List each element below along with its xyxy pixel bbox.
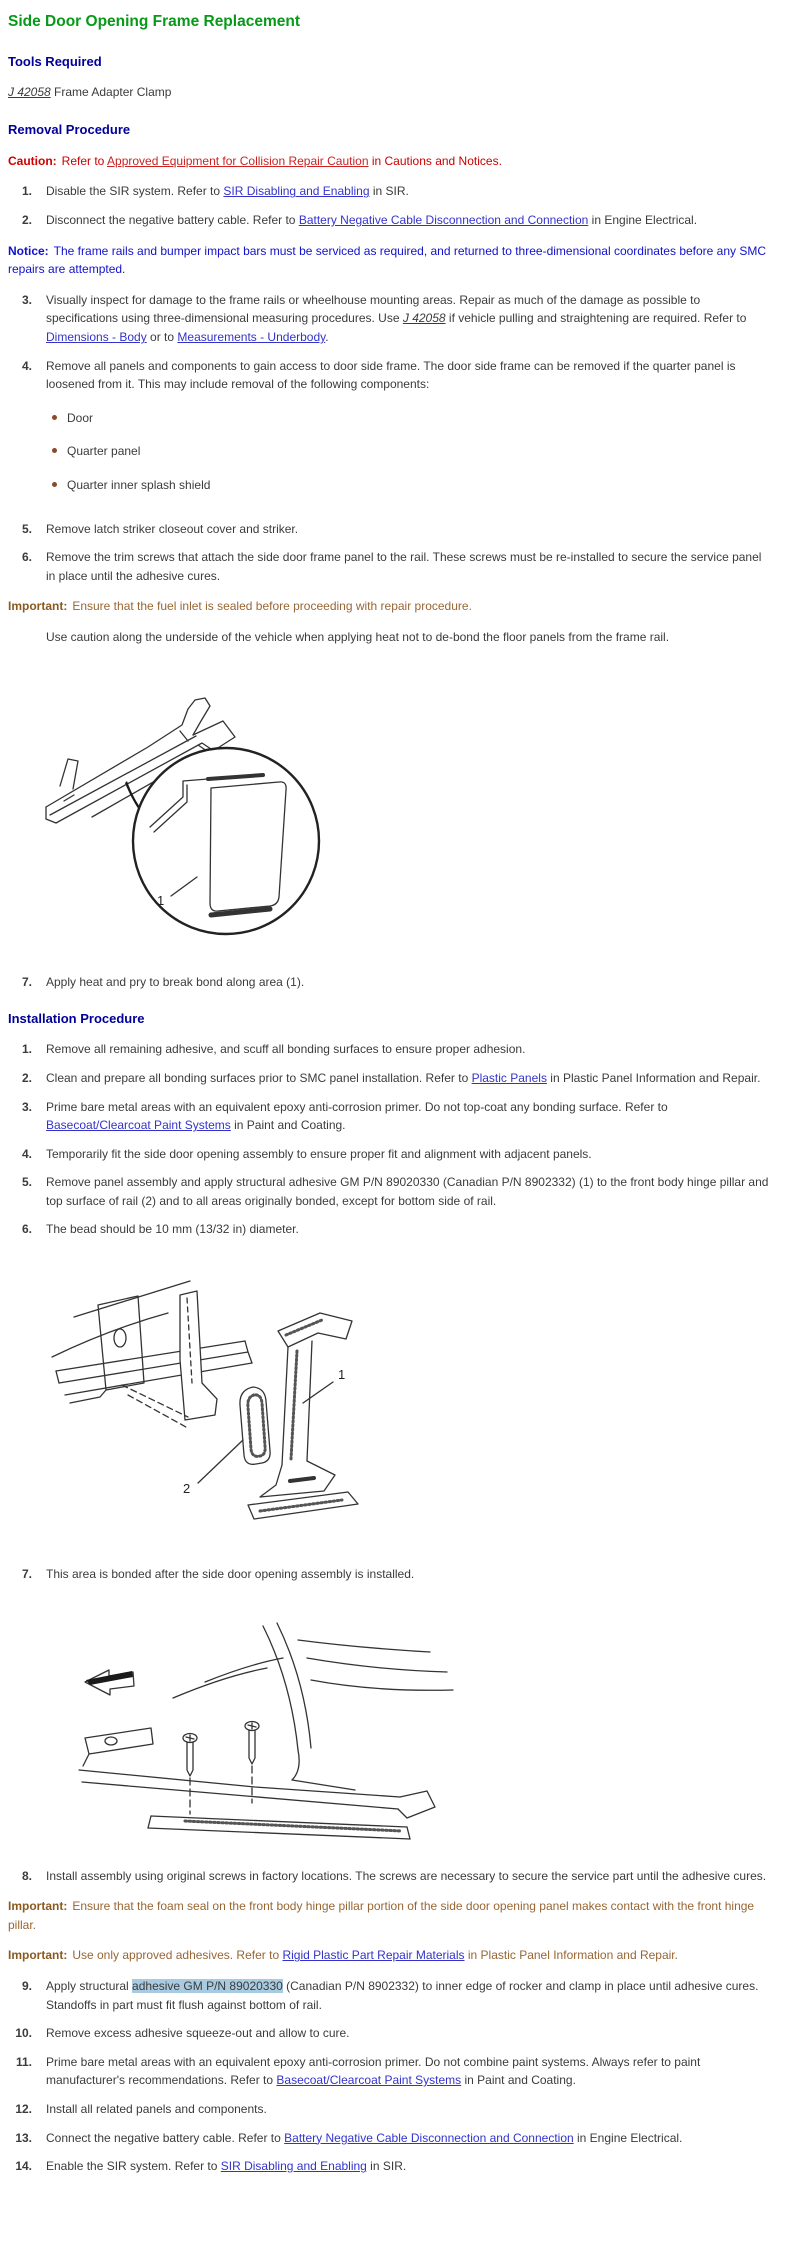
important-note-adhesives	[8, 1946, 776, 1965]
step-number: 10.	[15, 2026, 32, 2041]
step-text	[46, 1220, 776, 1239]
step-number: 6.	[21, 550, 32, 565]
step-text	[46, 1977, 776, 2014]
doc-link[interactable]: Plastic Panels	[471, 1070, 547, 1085]
text-run: Prime bare metal areas with an equivalent epoxy anti-corrosion primer. Do not top-coat any bonding surface. Refer to	[46, 1099, 668, 1114]
text-run: in Paint and Coating.	[461, 2073, 576, 2088]
procedure-step	[8, 1040, 776, 1059]
notice-text: The frame rails and bumper impact bars must be serviced as required, and returned to three-dimensional coordinates before any SMC repairs are attempted.	[8, 243, 767, 277]
procedure-step	[8, 2053, 776, 2090]
doc-link[interactable]: Rigid Plastic Part Repair Materials	[282, 1948, 465, 1963]
procedure-step	[8, 973, 776, 992]
installation-step-8	[8, 1867, 776, 1886]
component-item: Quarter panel	[67, 442, 774, 461]
text-run: Remove all remaining adhesive, and scuff all bonding surfaces to ensure proper adhesion.	[46, 1042, 526, 1057]
procedure-step	[8, 2024, 776, 2043]
text-run: (Canadian P/N 8902332) to inner edge of rocker and clamp in place until adhesive cures. Standoffs in part must fit flush against bottom of rail.	[46, 1979, 759, 2012]
caution-text-pre: Refer to	[61, 153, 108, 168]
important-label: Important:	[8, 1948, 68, 1963]
notice-label: Notice:	[8, 243, 49, 258]
step-number: 1.	[21, 184, 32, 199]
screw-icon	[245, 1721, 259, 1803]
step-text	[46, 520, 776, 539]
text-run: Disconnect the negative battery cable. Refer to	[46, 213, 299, 228]
step-number: 3.	[21, 1099, 32, 1114]
important-note-fuel	[8, 597, 776, 616]
installation-step-7	[8, 1565, 776, 1584]
step-number: 9.	[21, 1979, 32, 1994]
figure-hinge-pillar-adhesive	[40, 1265, 388, 1543]
figure-rocker-bond-detail	[30, 691, 360, 949]
step-number: 5.	[21, 1175, 32, 1190]
text-run: Remove the trim screws that attach the side door frame panel to the rail. These screws must be re-installed to secure the service panel in place until the adhesive cures.	[46, 550, 762, 583]
heat-caution-note: Use caution along the underside of the vehicle when applying heat not to de-bond the floor panels from the frame rail.	[46, 629, 670, 644]
text-run: .	[325, 330, 329, 345]
text-run: in Engine Electrical.	[573, 2130, 683, 2145]
doc-link[interactable]: Basecoat/Clearcoat Paint Systems	[46, 1118, 231, 1133]
doc-link[interactable]: Battery Negative Cable Disconnection and Connection	[298, 213, 589, 228]
important-text: Ensure that the foam seal on the front body hinge pillar portion of the side door opening panel makes contact with the front hinge pillar.	[8, 1899, 755, 1932]
procedure-step	[8, 1069, 776, 1088]
step-text	[46, 2024, 776, 2043]
step-text	[46, 2100, 776, 2119]
doc-link[interactable]: Basecoat/Clearcoat Paint Systems	[276, 2073, 462, 2088]
removal-steps-1-2	[8, 182, 776, 229]
text-run: if vehicle pulling and straightening are required. Refer to	[445, 311, 747, 326]
step-number: 1.	[21, 1042, 32, 1057]
step-text	[46, 182, 776, 201]
text-run: Disable the SIR system. Refer to	[46, 184, 224, 199]
procedure-step	[8, 182, 776, 201]
text-run: Enable the SIR system. Refer to	[46, 2159, 221, 2174]
step-number: 11.	[15, 2054, 32, 2069]
installation-steps-9-14	[8, 1977, 776, 2176]
step-number: 5.	[21, 521, 32, 536]
removal-step-7	[8, 973, 776, 992]
tool-code: J 42058	[402, 311, 446, 326]
procedure-step	[8, 2129, 776, 2148]
component-item: Door	[67, 409, 774, 428]
removal-procedure-heading: Removal Procedure	[8, 121, 131, 137]
removal-steps-3-6	[8, 291, 776, 586]
procedure-step	[8, 2157, 776, 2176]
caution-label: Caution:	[8, 153, 57, 168]
text-run: in Engine Electrical.	[588, 213, 698, 228]
step-text	[46, 1145, 776, 1164]
tool-name: Frame Adapter Clamp	[50, 85, 172, 100]
text-run: Apply heat and pry to break bond along area (1).	[46, 974, 305, 989]
text-run: Remove panel assembly and apply structural adhesive GM P/N 89020330 (Canadian P/N 8902332) (1) to the front body hinge pillar and top surface of rail (2) and to all areas originally bonded, except for bottom side of rail.	[46, 1175, 769, 1208]
text-run: in Paint and Coating.	[230, 1118, 346, 1133]
step-number: 4.	[21, 358, 32, 373]
installation-procedure-heading: Installation Procedure	[8, 1011, 145, 1027]
text-run: Install assembly using original screws in factory locations. The screws are necessary to secure the service part until the adhesive cures.	[46, 1868, 767, 1883]
text-run: Clean and prepare all bonding surfaces prior to SMC panel installation. Refer to	[46, 1070, 472, 1085]
doc-link[interactable]: SIR Disabling and Enabling	[220, 2159, 367, 2174]
step-number: 12.	[15, 2102, 32, 2116]
step-text	[46, 1173, 776, 1210]
text-run: in Plastic Panel Information and Repair.	[546, 1070, 761, 1085]
procedure-step	[8, 291, 776, 347]
figure-callout-1: 1	[338, 1367, 346, 1383]
step-text	[46, 211, 776, 230]
procedure-step	[8, 1173, 776, 1210]
screw-icon	[183, 1733, 197, 1814]
step-number: 4.	[21, 1146, 32, 1161]
procedure-step	[8, 211, 776, 230]
step-text	[46, 1565, 776, 1584]
step-text	[46, 1069, 776, 1088]
highlighted-text: adhesive GM P/N 89020330	[132, 1979, 283, 1994]
important-note-foam	[8, 1897, 776, 1934]
important-label: Important:	[8, 1899, 68, 1914]
step-text	[46, 357, 776, 510]
component-list	[46, 409, 774, 495]
procedure-step	[8, 520, 776, 539]
step-number: 7.	[21, 1567, 32, 1582]
text-run: The bead should be 10 mm (13/32 in) diameter.	[46, 1222, 299, 1237]
figure-rocker-screw-install	[55, 1620, 460, 1855]
text-run: Temporarily fit the side door opening assembly to ensure proper fit and alignment with adjacent panels.	[46, 1146, 592, 1161]
caution-note	[8, 152, 776, 171]
important-text-post: in Plastic Panel Information and Repair.	[464, 1948, 678, 1963]
step-text	[46, 2053, 776, 2090]
step-number: 2.	[21, 213, 32, 228]
step-number: 7.	[21, 974, 32, 989]
procedure-step	[8, 1977, 776, 2014]
text-run: Prime bare metal areas with an equivalent epoxy anti-corrosion primer. Do not combine paint systems. Always refer to paint manufacturer's recommendations. Refer to	[46, 2054, 701, 2088]
procedure-step	[8, 1098, 776, 1135]
important-text-pre: Use only approved adhesives. Refer to	[72, 1948, 283, 1963]
step-number: 14.	[15, 2159, 32, 2174]
text-run: Connect the negative battery cable. Refer to	[46, 2130, 285, 2145]
step-text	[46, 2157, 776, 2176]
text-run: in SIR.	[369, 184, 409, 199]
text-run: Remove excess adhesive squeeze-out and allow to cure.	[46, 2026, 350, 2041]
doc-link[interactable]: Dimensions - Body	[46, 330, 147, 345]
figure-callout-2: 2	[183, 1481, 191, 1497]
doc-link[interactable]: Battery Negative Cable Disconnection and Connection	[284, 2130, 574, 2145]
page-title: Side Door Opening Frame Replacement	[8, 13, 300, 30]
procedure-step	[8, 1867, 776, 1886]
figure-callout-1: 1	[157, 892, 165, 908]
procedure-step	[8, 1145, 776, 1164]
step-text	[46, 1867, 776, 1886]
caution-link[interactable]: Approved Equipment for Collision Repair Caution	[107, 153, 369, 168]
procedure-step	[8, 1565, 776, 1584]
text-run: Visually inspect for damage to the frame rails or wheelhouse mounting areas. Repair as much of the damage as possible to specifications using three-dimensional measuring procedures. Use	[46, 292, 701, 326]
tool-code: J 42058	[8, 85, 51, 100]
important-text: Ensure that the fuel inlet is sealed before proceeding with repair procedure.	[72, 599, 472, 614]
text-run: Install all related panels and components.	[46, 2102, 267, 2116]
procedure-step	[8, 357, 776, 510]
doc-link[interactable]: Measurements - Underbody	[177, 330, 326, 345]
procedure-step	[8, 548, 776, 585]
step-text	[46, 1040, 776, 1059]
important-label: Important:	[8, 599, 68, 614]
text-run: in SIR.	[366, 2159, 407, 2174]
step-number: 2.	[21, 1070, 32, 1085]
text-run: Remove latch striker closeout cover and striker.	[46, 521, 299, 536]
tool-item	[8, 83, 776, 102]
step-text	[46, 1098, 776, 1135]
component-item: Quarter inner splash shield	[67, 476, 774, 495]
doc-link[interactable]: SIR Disabling and Enabling	[223, 184, 370, 199]
procedure-step	[8, 2100, 776, 2119]
step-text	[46, 973, 776, 992]
notice-note	[8, 242, 776, 279]
step-text	[46, 2129, 776, 2148]
text-run: Apply structural	[46, 1979, 133, 1994]
caution-text-post: in Cautions and Notices.	[368, 153, 502, 168]
text-run: or to	[146, 330, 178, 345]
step-number: 8.	[21, 1868, 32, 1883]
step-text	[46, 548, 776, 585]
text-run: This area is bonded after the side door opening assembly is installed.	[46, 1567, 415, 1582]
step-text	[46, 291, 776, 347]
tools-required-heading: Tools Required	[8, 54, 102, 70]
procedure-step	[8, 1220, 776, 1239]
step-number: 13.	[15, 2130, 32, 2145]
step-number: 3.	[21, 292, 32, 307]
text-run: Remove all panels and components to gain access to door side frame. The door side frame can be removed if the quarter panel is loosened from it. This may include removal of the following components:	[46, 358, 736, 392]
step-number: 6.	[21, 1222, 32, 1237]
installation-steps-1-6	[8, 1040, 776, 1239]
